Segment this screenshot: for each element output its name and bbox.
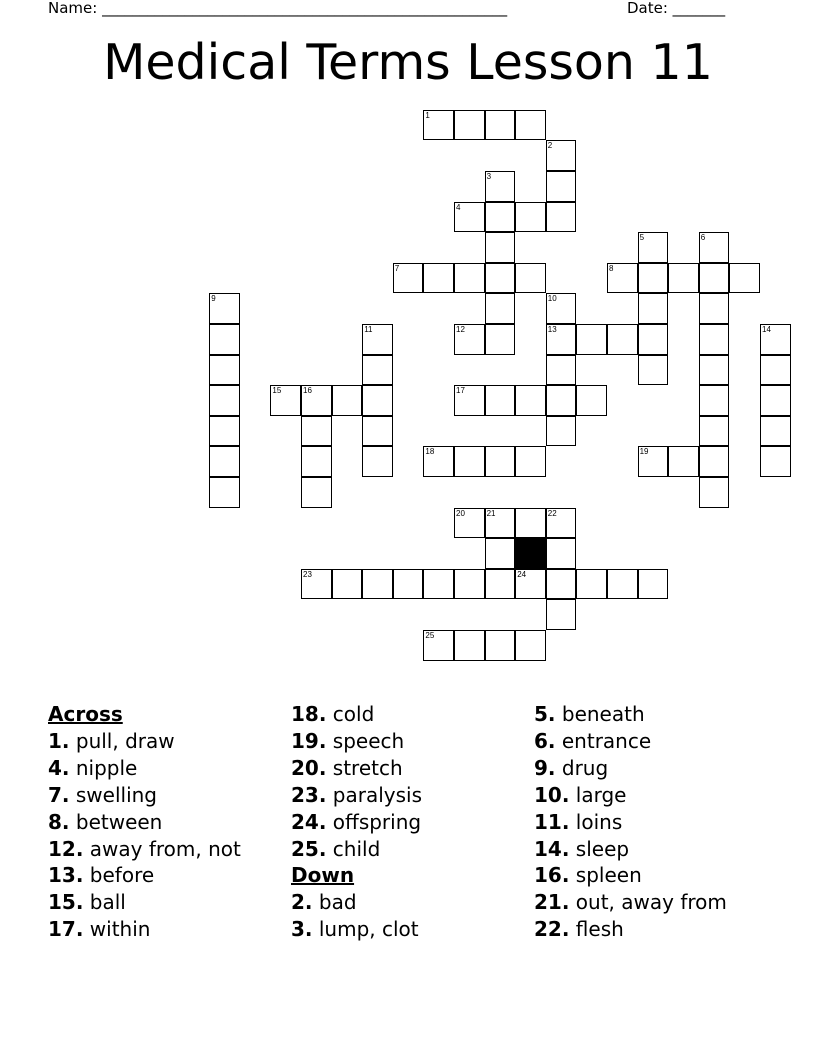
clue-number: 13 [547, 325, 557, 334]
crossword-cell[interactable] [515, 630, 546, 661]
crossword-cell[interactable] [638, 355, 669, 386]
clue-text: offspring [332, 809, 422, 834]
down-clue [534, 782, 727, 809]
clue-number: 25 [425, 631, 435, 640]
down-clue [534, 836, 727, 863]
crossword-cell[interactable] [423, 569, 454, 600]
crossword-cell[interactable] [699, 385, 730, 416]
crossword-cell[interactable] [362, 416, 393, 447]
across-clue [48, 862, 241, 889]
crossword-cell[interactable] [515, 202, 546, 233]
clue-text: loins [575, 809, 623, 834]
crossword-cell[interactable] [423, 263, 454, 294]
crossword-cell[interactable] [607, 569, 638, 600]
down-heading-text: Down [291, 863, 355, 888]
clue-number: 1 [425, 110, 430, 120]
crossword-cell[interactable] [546, 538, 577, 569]
crossword-cell[interactable] [668, 446, 699, 477]
crossword-cell[interactable] [485, 263, 516, 294]
crossword-cell[interactable] [485, 446, 516, 477]
crossword-cell[interactable] [546, 355, 577, 386]
crossword-cell[interactable] [515, 508, 546, 539]
clue-text: bad [318, 890, 357, 915]
clue-text: drug [561, 755, 609, 780]
crossword-cell[interactable] [638, 569, 669, 600]
crossword-cell[interactable] [699, 477, 730, 508]
clue-number-label: 2. [291, 890, 313, 915]
down-clue [291, 916, 422, 943]
clue-number-label: 3. [291, 917, 313, 942]
crossword-cell[interactable] [546, 416, 577, 447]
clue-number: 19 [639, 447, 649, 457]
crossword-cell[interactable] [362, 569, 393, 600]
clue-number: 6 [700, 233, 706, 243]
crossword-cell[interactable] [638, 232, 669, 263]
clue-text: out, away from [575, 890, 727, 915]
clue-text: spleen [575, 863, 642, 888]
clue-column-3 [534, 701, 727, 943]
clue-number-label: 25. [291, 836, 327, 861]
clue-number: 8 [609, 263, 614, 273]
crossword-cell[interactable] [515, 446, 546, 477]
across-clue [48, 809, 241, 836]
crossword-cell[interactable] [362, 385, 393, 416]
crossword-cell[interactable] [729, 263, 760, 294]
crossword-cell[interactable] [485, 569, 516, 600]
crossword-cell[interactable] [515, 569, 546, 600]
crossword-cell[interactable] [209, 324, 240, 355]
crossword-cell[interactable] [454, 508, 485, 539]
clue-text: paralysis [332, 782, 423, 807]
clue-number: 7 [394, 263, 400, 273]
clue-text: swelling [75, 782, 157, 807]
crossword-cell[interactable] [546, 171, 577, 202]
crossword-cell[interactable] [546, 599, 577, 630]
crossword-cell[interactable] [454, 385, 485, 416]
down-clue [534, 862, 727, 889]
clue-text: between [75, 809, 163, 834]
clue-number-label: 5. [534, 702, 556, 726]
clue-number-label: 10. [534, 782, 570, 807]
clue-text: nipple [75, 755, 138, 780]
crossword-cell[interactable] [546, 385, 577, 416]
crossword-cell[interactable] [454, 202, 485, 233]
crossword-cell[interactable] [515, 385, 546, 416]
across-clue [48, 728, 241, 755]
crossword-cell[interactable] [362, 355, 393, 386]
clue-number: 15 [272, 386, 282, 396]
crossword-cell[interactable] [638, 446, 669, 477]
clue-number: 21 [486, 508, 496, 518]
crossword-cell[interactable] [423, 630, 454, 661]
crossword-cell[interactable] [699, 232, 730, 263]
crossword-cell[interactable] [301, 446, 332, 477]
across-clue [291, 728, 422, 755]
clue-number: 3 [486, 172, 492, 181]
clue-number-label: 15. [48, 890, 84, 915]
across-clue [291, 755, 422, 782]
clue-number-label: 24. [291, 809, 327, 834]
crossword-cell[interactable] [760, 446, 791, 477]
crossword-cell[interactable] [699, 263, 730, 294]
down-heading [291, 862, 422, 889]
clue-number: 20 [456, 508, 465, 518]
clue-number-label: 14. [534, 836, 570, 861]
across-heading-text: Across [48, 702, 123, 726]
crossword-cell[interactable] [301, 569, 332, 600]
crossword-cell[interactable] [607, 263, 638, 294]
page-title: Medical Terms Lesson 11 [103, 34, 713, 91]
down-clue [534, 755, 727, 782]
across-clue [48, 755, 241, 782]
clue-text: away from, not [89, 836, 241, 861]
across-heading [48, 701, 241, 728]
crossword-cell[interactable] [209, 477, 240, 508]
crossword-cell[interactable] [209, 446, 240, 477]
crossword-cell[interactable] [332, 385, 363, 416]
crossword-cell[interactable] [362, 324, 393, 355]
clue-number-label: 1. [48, 728, 70, 753]
clue-number: 18 [425, 447, 435, 457]
clue-number-label: 17. [48, 917, 84, 942]
down-clue [291, 889, 422, 916]
clue-text: child [332, 836, 381, 861]
crossword-cell[interactable] [638, 293, 669, 324]
across-clue [291, 782, 422, 809]
crossword-cell[interactable] [393, 263, 424, 294]
crossword-cell[interactable] [699, 355, 730, 386]
clue-text: lump, clot [318, 917, 419, 942]
crossword-cell[interactable] [546, 293, 577, 324]
crossword-cell[interactable] [393, 569, 424, 600]
crossword-cell[interactable] [699, 324, 730, 355]
clue-text: within [89, 917, 151, 942]
clue-number: 4 [456, 202, 461, 212]
crossword-cell[interactable] [760, 416, 791, 447]
crossword-cell[interactable] [301, 416, 332, 447]
crossword-cell[interactable] [454, 263, 485, 294]
date-field[interactable]: Date: _______ [627, 0, 726, 17]
crossword-cell[interactable] [546, 140, 577, 171]
crossword-cell[interactable] [209, 355, 240, 386]
clue-text: flesh [575, 917, 624, 942]
crossword-block [515, 538, 546, 569]
clue-number: 16 [303, 386, 312, 396]
crossword-cell[interactable] [485, 324, 516, 355]
crossword-cell[interactable] [209, 416, 240, 447]
clue-text: entrance [561, 728, 652, 753]
crossword-cell[interactable] [760, 355, 791, 386]
crossword-cell[interactable] [699, 446, 730, 477]
clue-number: 24 [517, 569, 527, 579]
crossword-cell[interactable] [607, 324, 638, 355]
clue-number-label: 20. [291, 755, 327, 780]
clue-number: 23 [303, 569, 312, 579]
clue-text: pull, draw [75, 728, 175, 753]
crossword-cell[interactable] [546, 508, 577, 539]
crossword-cell[interactable] [485, 630, 516, 661]
clue-text: speech [332, 728, 405, 753]
crossword-cell[interactable] [454, 324, 485, 355]
crossword-cell[interactable] [485, 385, 516, 416]
name-field[interactable]: Name: ______________________________________________________ [48, 0, 508, 17]
crossword-cell[interactable] [638, 263, 669, 294]
clue-column-1 [48, 701, 241, 943]
clue-number: 9 [211, 294, 216, 304]
clue-number: 14 [762, 325, 771, 334]
clue-number: 10 [547, 294, 557, 304]
crossword-cell[interactable] [485, 232, 516, 263]
crossword-cell[interactable] [485, 538, 516, 569]
clue-number-label: 4. [48, 755, 70, 780]
clue-number: 12 [456, 325, 465, 334]
down-clue [534, 889, 727, 916]
crossword-cell[interactable] [454, 110, 485, 141]
across-clue [291, 809, 422, 836]
clue-number: 11 [364, 325, 373, 334]
crossword-cell[interactable] [760, 385, 791, 416]
clue-text: ball [89, 890, 126, 915]
clue-number-label: 8. [48, 809, 70, 834]
crossword-cell[interactable] [454, 630, 485, 661]
crossword-cell[interactable] [301, 385, 332, 416]
clue-number: 22 [547, 508, 557, 518]
crossword-cell[interactable] [546, 569, 577, 600]
clue-text: before [89, 863, 155, 888]
crossword-cell[interactable] [209, 385, 240, 416]
crossword-cell[interactable] [270, 385, 301, 416]
crossword-cell[interactable] [638, 324, 669, 355]
clue-number: 17 [456, 386, 465, 396]
across-clue [291, 701, 422, 728]
crossword-cell[interactable] [699, 293, 730, 324]
crossword-cell[interactable] [485, 110, 516, 141]
crossword-cell[interactable] [546, 202, 577, 233]
down-clue [534, 916, 727, 943]
crossword-cell[interactable] [301, 477, 332, 508]
crossword-cell[interactable] [209, 293, 240, 324]
crossword-cell[interactable] [362, 446, 393, 477]
crossword-cell[interactable] [485, 508, 516, 539]
across-clue [48, 916, 241, 943]
crossword-cell[interactable] [423, 110, 454, 141]
crossword-cell[interactable] [485, 202, 516, 233]
crossword-cell[interactable] [699, 416, 730, 447]
crossword-cell[interactable] [454, 569, 485, 600]
across-clue [48, 889, 241, 916]
clue-number-label: 23. [291, 782, 327, 807]
crossword-cell[interactable] [576, 324, 607, 355]
crossword-cell[interactable] [485, 293, 516, 324]
clue-text: stretch [332, 755, 403, 780]
clue-number: 2 [547, 141, 553, 151]
clue-number-label: 18. [291, 702, 327, 726]
across-clue [48, 782, 241, 809]
crossword-cell[interactable] [515, 263, 546, 294]
clue-text: cold [332, 702, 375, 726]
clue-number-label: 7. [48, 782, 70, 807]
clue-number: 5 [639, 233, 645, 243]
clue-number-label: 21. [534, 890, 570, 915]
down-clue [534, 701, 727, 728]
crossword-cell[interactable] [515, 110, 546, 141]
crossword-cell[interactable] [423, 446, 454, 477]
clue-number-label: 16. [534, 863, 570, 888]
clue-number-label: 22. [534, 917, 570, 942]
clue-number-label: 11. [534, 809, 570, 834]
crossword-cell[interactable] [546, 324, 577, 355]
crossword-cell[interactable] [576, 569, 607, 600]
crossword-cell[interactable] [760, 324, 791, 355]
down-clue [534, 728, 727, 755]
crossword-cell[interactable] [454, 446, 485, 477]
clue-text: large [575, 782, 627, 807]
clue-column-2 [291, 701, 422, 943]
crossword-cell[interactable] [485, 171, 516, 202]
down-clue [534, 809, 727, 836]
clue-text: sleep [575, 836, 630, 861]
clue-number-label: 12. [48, 836, 84, 861]
clue-number-label: 19. [291, 728, 327, 753]
clue-number-label: 9. [534, 755, 556, 780]
clue-number-label: 6. [534, 728, 556, 753]
clue-number-label: 13. [48, 863, 84, 888]
across-clue [48, 836, 241, 863]
clue-text: beneath [561, 702, 645, 726]
crossword-cell[interactable] [332, 569, 363, 600]
crossword-cell[interactable] [576, 385, 607, 416]
crossword-cell[interactable] [668, 263, 699, 294]
across-clue [291, 836, 422, 863]
